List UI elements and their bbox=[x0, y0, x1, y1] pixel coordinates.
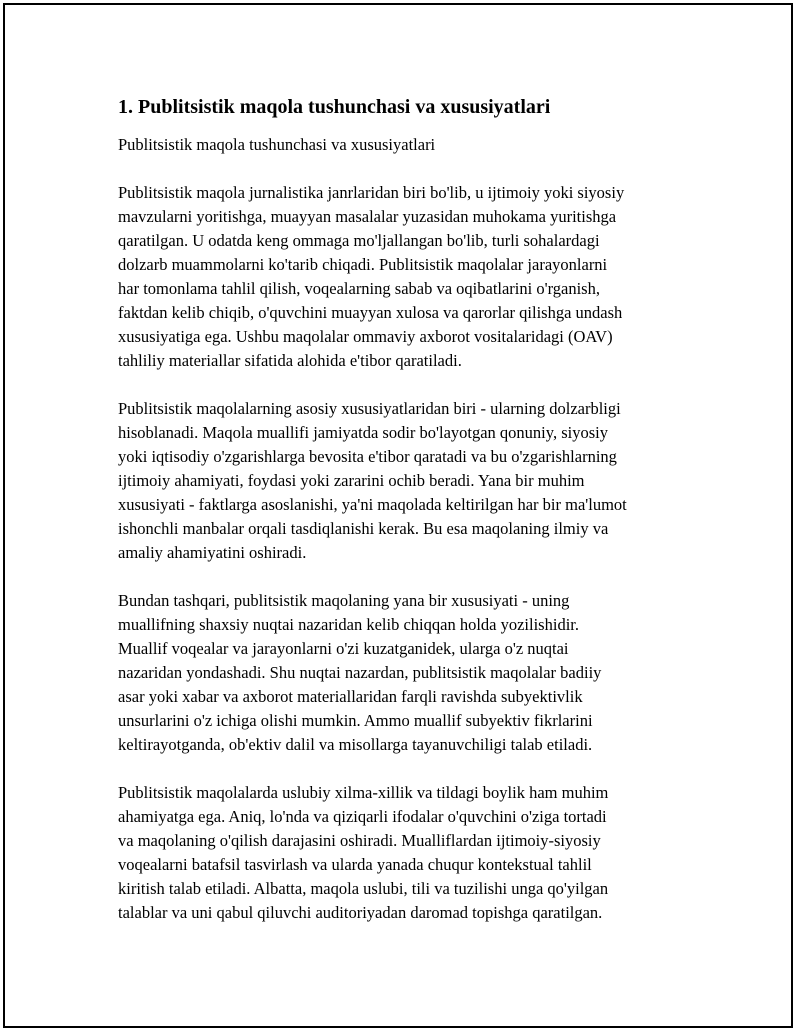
paragraph-line: muallifning shaxsiy nuqtai nazaridan kelib chiqqan holda yozilishidir. bbox=[118, 615, 579, 634]
paragraph-line: dolzarb muammolarni ko'tarib chiqadi. Publitsistik maqolalar jarayonlarni bbox=[118, 255, 608, 274]
document-body bbox=[118, 95, 698, 949]
paragraph-line: asar yoki xabar va axborot materiallaridan farqli ravishda subyektivlik bbox=[118, 687, 583, 706]
paragraph-line: xususiyatiga ega. Ushbu maqolalar ommaviy axborot vositalaridagi (OAV) bbox=[118, 327, 613, 346]
paragraph-line: har tomonlama tahlil qilish, voqealarning sabab va oqibatlarini o'rganish, bbox=[118, 279, 600, 298]
paragraph-line: faktdan kelib chiqib, o'quvchini muayyan xulosa va qarorlar qilishga undash bbox=[118, 303, 623, 322]
paragraph-line: tahliliy materiallar sifatida alohida e'tibor qaratiladi. bbox=[118, 351, 462, 370]
paragraph-line: hisoblanadi. Maqola muallifi jamiyatda sodir bo'layotgan qonuniy, siyosiy bbox=[118, 423, 608, 442]
paragraph-line: va maqolaning o'qilish darajasini oshiradi. Mualliflardan ijtimoiy-siyosiy bbox=[118, 831, 601, 850]
paragraph-line: keltirayotganda, ob'ektiv dalil va misollarga tayanuvchiligi talab etiladi. bbox=[118, 735, 593, 754]
section-heading: 1. Publitsistik maqola tushunchasi va xususiyatlari bbox=[118, 96, 551, 118]
paragraph-2 bbox=[118, 397, 698, 565]
paragraph-line: ishonchli manbalar orqali tasdiqlanishi kerak. Bu esa maqolaning ilmiy va bbox=[118, 519, 609, 538]
paragraph-1 bbox=[118, 181, 698, 373]
paragraph-line: Publitsistik maqolalarda uslubiy xilma-xillik va tildagi boylik ham muhim bbox=[118, 783, 609, 802]
section-subtitle: Publitsistik maqola tushunchasi va xususiyatlari bbox=[118, 135, 436, 154]
paragraph-line: ijtimoiy ahamiyati, foydasi yoki zararini ochib beradi. Yana bir muhim bbox=[118, 471, 585, 490]
paragraph-line: Bundan tashqari, publitsistik maqolaning yana bir xususiyati - uning bbox=[118, 591, 570, 610]
paragraph-line: voqealarni batafsil tasvirlash va ularda yanada chuqur kontekstual tahlil bbox=[118, 855, 592, 874]
paragraph-line: amaliy ahamiyatini oshiradi. bbox=[118, 543, 307, 562]
paragraph-line: mavzularni yoritishga, muayyan masalalar yuzasidan muhokama yuritishga bbox=[118, 207, 617, 226]
paragraph-line: kiritish talab etiladi. Albatta, maqola uslubi, tili va tuzilishi unga qo'yilgan bbox=[118, 879, 609, 898]
paragraph-line: nazaridan yondashadi. Shu nuqtai nazardan, publitsistik maqolalar badiiy bbox=[118, 663, 602, 682]
paragraph-line: yoki iqtisodiy o'zgarishlarga bevosita e'tibor qaratadi va bu o'zgarishlarning bbox=[118, 447, 617, 466]
paragraph-line: Publitsistik maqola jurnalistika janrlaridan biri bo'lib, u ijtimoiy yoki siyosiy bbox=[118, 183, 625, 202]
paragraph-line: Muallif voqealar va jarayonlarni o'zi kuzatganidek, ularga o'z nuqtai bbox=[118, 639, 569, 658]
paragraph-3 bbox=[118, 589, 698, 757]
paragraph-line: ahamiyatga ega. Aniq, lo'nda va qiziqarli ifodalar o'quvchini o'ziga tortadi bbox=[118, 807, 607, 826]
paragraph-4 bbox=[118, 781, 698, 925]
paragraph-line: xususiyati - faktlarga asoslanishi, ya'ni maqolada keltirilgan har bir ma'lumot bbox=[118, 495, 627, 514]
paragraph-line: qaratilgan. U odatda keng ommaga mo'ljallangan bo'lib, turli sohalardagi bbox=[118, 231, 600, 250]
paragraph-line: Publitsistik maqolalarning asosiy xususiyatlaridan biri - ularning dolzarbligi bbox=[118, 399, 621, 418]
paragraph-line: talablar va uni qabul qiluvchi auditoriyadan daromad topishga qaratilgan. bbox=[118, 903, 603, 922]
paragraph-line: unsurlarini o'z ichiga olishi mumkin. Ammo muallif subyektiv fikrlarini bbox=[118, 711, 593, 730]
